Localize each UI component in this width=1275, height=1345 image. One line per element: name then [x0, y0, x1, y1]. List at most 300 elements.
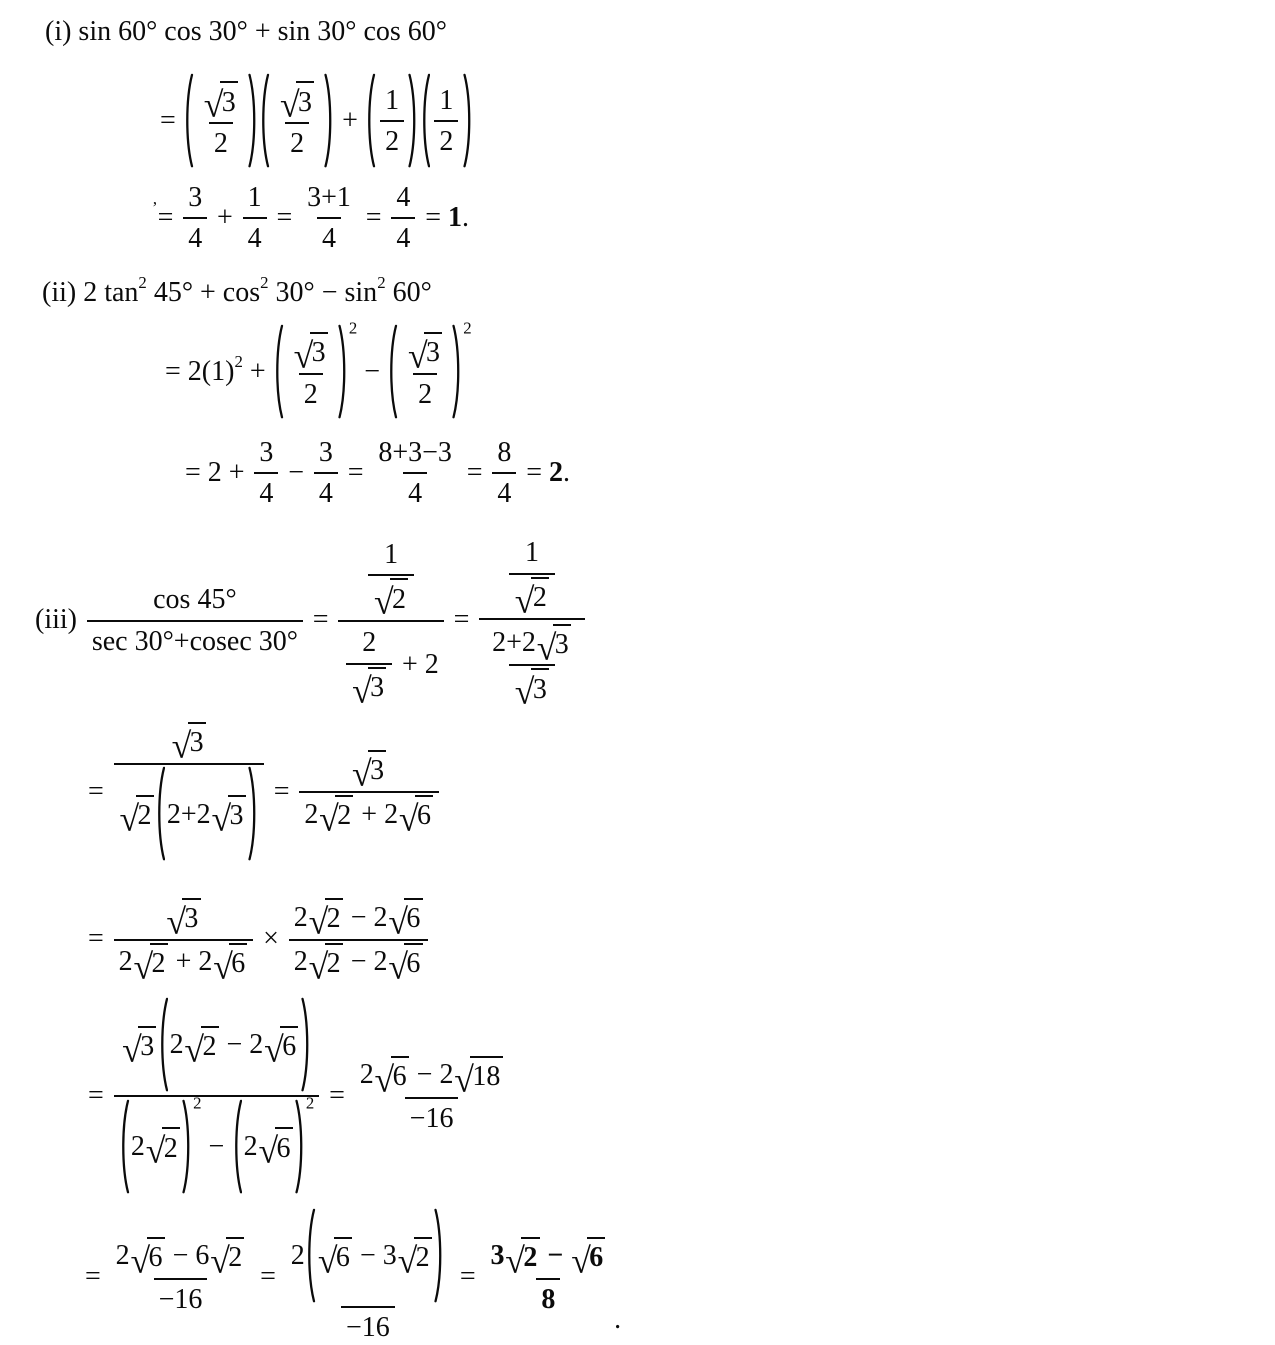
- fraction: [299, 748, 439, 839]
- square-root: [166, 898, 200, 942]
- superscript: [260, 273, 268, 294]
- math-text: =: [157, 202, 181, 233]
- math-text: 2: [348, 318, 358, 338]
- denominator: [183, 217, 207, 257]
- right-paren-glyph: [463, 73, 473, 168]
- math-text: 3: [532, 673, 547, 705]
- fraction: [254, 433, 278, 512]
- fraction: [346, 624, 392, 711]
- fraction: [368, 535, 414, 622]
- superscript: [234, 352, 242, 373]
- fraction: [198, 80, 244, 162]
- math-text: +: [210, 202, 240, 233]
- paren-content: [168, 1026, 300, 1070]
- math-text: 3: [426, 337, 441, 369]
- numerator: [346, 748, 392, 794]
- math-text: .: [563, 456, 570, 488]
- parenthesized-group: [120, 1099, 192, 1194]
- numerator: [243, 178, 267, 217]
- radical-sign-icon: √: [145, 1131, 166, 1172]
- denominator: [289, 939, 429, 987]
- denominator: [492, 472, 516, 512]
- math-text: (iii): [35, 604, 84, 636]
- denominator: [154, 1278, 208, 1318]
- fraction: [114, 996, 320, 1195]
- square-root: [407, 332, 442, 376]
- right-paren-glyph: [295, 1099, 305, 1194]
- fraction: [288, 330, 334, 412]
- radical-sign-icon: √: [213, 946, 233, 987]
- math-text: 2: [293, 946, 308, 978]
- numerator: [380, 81, 404, 120]
- math-text: 2: [290, 128, 305, 160]
- parenthesized-group: [159, 997, 310, 1092]
- fraction: [314, 433, 338, 512]
- denominator: [243, 217, 267, 257]
- math-text: −: [540, 1240, 571, 1272]
- right-paren-glyph: [301, 997, 311, 1092]
- square-root: [145, 1127, 180, 1172]
- denominator: [403, 472, 427, 512]
- square-root: [184, 1026, 218, 1070]
- math-text: 3: [311, 337, 326, 369]
- math-text: .: [614, 1304, 622, 1336]
- math-text: 6: [231, 948, 246, 980]
- square-root: [122, 1026, 156, 1070]
- square-root: [352, 750, 386, 794]
- square-root: [317, 1237, 352, 1281]
- paren-content: [376, 81, 408, 160]
- radical-sign-icon: √: [514, 580, 535, 621]
- square-root: [308, 943, 343, 987]
- square-root: [398, 795, 433, 839]
- radical-sign-icon: √: [505, 1240, 525, 1281]
- square-root: [388, 898, 422, 942]
- square-root: [514, 577, 549, 621]
- denominator: [405, 1097, 459, 1137]
- radical-sign-icon: √: [571, 1240, 591, 1281]
- numerator: [198, 80, 244, 123]
- right-paren-glyph: [434, 1208, 444, 1303]
- denominator: [285, 122, 309, 162]
- math-text: =: [418, 202, 448, 233]
- paren-content: [284, 330, 338, 412]
- math-text: 2: [293, 901, 308, 933]
- math-text: 6: [406, 903, 421, 935]
- numerator: [379, 535, 403, 574]
- math-text: +: [242, 355, 273, 387]
- paren-content: [270, 80, 324, 162]
- right-paren-glyph: [248, 73, 258, 168]
- denominator: [368, 574, 414, 622]
- bold-result: [483, 1235, 615, 1317]
- math-text: − 2: [219, 1029, 264, 1061]
- left-paren-glyph: [159, 997, 169, 1092]
- denominator: [346, 663, 392, 711]
- math-text: 6: [392, 1061, 407, 1093]
- denominator: [341, 1306, 395, 1345]
- math-text: 2: [362, 627, 377, 659]
- square-root: [308, 898, 343, 942]
- right-paren-glyph: [324, 73, 334, 168]
- math-text: −: [201, 1131, 232, 1162]
- radical-sign-icon: √: [352, 753, 372, 794]
- math-text: 4: [396, 181, 411, 213]
- numerator: [501, 532, 563, 621]
- left-paren-glyph: [366, 73, 376, 168]
- math-text: 2: [303, 378, 318, 410]
- math-text: 2: [337, 800, 352, 832]
- radical-sign-icon: √: [184, 1029, 205, 1070]
- parenthesized-group: [306, 1208, 443, 1303]
- fraction: [485, 1235, 611, 1317]
- math-text: = 2(1): [165, 355, 235, 387]
- math-text: 6: [148, 1242, 163, 1274]
- math-text: 2: [463, 318, 472, 338]
- right-paren-glyph: [408, 73, 418, 168]
- math-text: 2: [260, 272, 269, 292]
- paren-content: [130, 1127, 183, 1172]
- math-text: 3: [221, 86, 236, 118]
- numerator: [111, 1235, 251, 1281]
- math-text: 4: [322, 223, 337, 255]
- math-text: =: [266, 775, 297, 807]
- numerator: [485, 1235, 611, 1281]
- numerator: [314, 433, 338, 472]
- math-text: 2: [415, 1242, 430, 1274]
- math-text: 4: [259, 478, 274, 510]
- superscript: [193, 1094, 201, 1115]
- parenthesized-group: [260, 73, 333, 168]
- superscript: [138, 273, 146, 294]
- math-text: 2: [138, 272, 147, 292]
- radical-sign-icon: √: [388, 946, 408, 987]
- math-text: 2: [115, 1240, 130, 1272]
- math-text: 3: [490, 1240, 505, 1272]
- math-text: 2: [523, 1242, 538, 1274]
- math-text: 8: [541, 1283, 556, 1315]
- numerator: [357, 624, 381, 663]
- math-text: 2: [202, 1031, 217, 1063]
- math-text: =: [85, 1260, 108, 1292]
- equation-line-10: [88, 996, 1275, 1195]
- fraction: [355, 1054, 509, 1136]
- math-text: 2: [151, 948, 166, 980]
- radical-sign-icon: √: [454, 1059, 474, 1100]
- math-text: 45° + cos: [146, 276, 261, 308]
- math-text: 2: [234, 351, 243, 371]
- radical-sign-icon: √: [130, 1240, 151, 1281]
- equation-line-7: [35, 532, 1275, 713]
- fraction: [274, 80, 320, 162]
- math-text: 1: [524, 537, 539, 569]
- denominator: [114, 1095, 320, 1195]
- math-text: 1: [247, 181, 262, 213]
- equation-line-4: [42, 272, 1275, 310]
- fraction: [402, 330, 448, 412]
- paren-content: [430, 81, 462, 160]
- math-text: =: [88, 923, 111, 955]
- low-text: [614, 1303, 621, 1338]
- math-text: − 2: [343, 946, 388, 978]
- superscript: [377, 273, 385, 294]
- math-text: 2: [392, 583, 406, 615]
- numerator: [288, 330, 334, 376]
- math-text: 60°: [385, 276, 432, 308]
- math-text: 2: [304, 798, 319, 830]
- math-text: 2: [326, 903, 341, 935]
- math-text: 3: [184, 903, 199, 935]
- square-root: [119, 795, 153, 839]
- denominator: [87, 620, 303, 660]
- math-text: 2: [532, 581, 547, 613]
- left-paren-glyph: [274, 324, 284, 419]
- math-text: 3+1: [307, 181, 351, 213]
- math-text: 2: [163, 1132, 178, 1164]
- square-root: [293, 332, 328, 376]
- math-text: 3: [259, 436, 274, 468]
- math-text: 3: [189, 726, 204, 758]
- math-text: 4: [318, 478, 333, 510]
- math-text: =: [340, 456, 371, 488]
- math-text: 2+2: [166, 798, 211, 830]
- math-text: 1: [439, 84, 454, 116]
- radical-sign-icon: √: [119, 798, 140, 839]
- math-text: 3: [140, 1031, 155, 1063]
- radical-sign-icon: √: [171, 725, 192, 766]
- radical-sign-icon: √: [133, 946, 154, 987]
- square-root: [213, 943, 247, 987]
- numerator: [274, 80, 320, 123]
- math-text: + 2: [354, 798, 399, 830]
- math-text: − 6: [165, 1240, 210, 1272]
- radical-sign-icon: √: [211, 798, 232, 839]
- left-paren-glyph: [388, 324, 398, 419]
- radical-sign-icon: √: [397, 1240, 418, 1281]
- left-paren-glyph: [421, 73, 431, 168]
- math-text: 2: [326, 948, 341, 980]
- fraction: [183, 178, 207, 257]
- math-text: =: [519, 456, 549, 488]
- denominator: [380, 120, 404, 160]
- numerator: [492, 433, 516, 472]
- equation-line-1: [45, 14, 1275, 49]
- math-text: 3: [554, 628, 569, 660]
- numerator: [520, 533, 544, 572]
- math-text: 2: [228, 1242, 243, 1274]
- math-text: = 2 +: [185, 456, 252, 488]
- denominator: [114, 763, 264, 863]
- square-root: [397, 1237, 432, 1281]
- fraction: [111, 1235, 251, 1317]
- parenthesized-group: [184, 73, 257, 168]
- radical-sign-icon: √: [308, 946, 329, 987]
- math-text: − 3: [352, 1240, 397, 1272]
- numerator: [402, 330, 448, 376]
- numerator: [148, 580, 242, 619]
- paren-content: [165, 795, 248, 839]
- math-text: 2+2: [492, 627, 536, 659]
- math-text: 2: [193, 1093, 202, 1113]
- square-root: [171, 722, 206, 766]
- parenthesized-group: [366, 73, 417, 168]
- left-paren-glyph: [233, 1099, 243, 1194]
- math-text: (i) sin 60° cos 30° + sin 30° cos 60°: [45, 16, 448, 47]
- radical-sign-icon: √: [258, 1131, 279, 1172]
- right-paren-glyph: [182, 1099, 192, 1194]
- equation-line-8: [88, 720, 1275, 862]
- numerator: [254, 433, 278, 472]
- math-text: =: [88, 775, 111, 807]
- math-text: =: [88, 1079, 111, 1111]
- right-paren-glyph: [338, 324, 348, 419]
- left-paren-glyph: [260, 73, 270, 168]
- right-paren-glyph: [248, 766, 258, 861]
- math-text: −16: [409, 1102, 454, 1134]
- math-text: 4: [497, 478, 512, 510]
- equation-line-6: [185, 433, 1275, 512]
- square-root: [130, 1237, 164, 1281]
- fraction: [114, 720, 264, 862]
- math-text: =: [459, 456, 490, 488]
- numerator: [373, 433, 457, 472]
- square-root: [454, 1056, 502, 1100]
- math-text: + 2: [395, 649, 439, 681]
- numerator: [183, 178, 207, 217]
- math-text: + 2: [168, 946, 213, 978]
- radical-sign-icon: √: [293, 335, 314, 376]
- math-text: 2: [243, 1130, 258, 1162]
- equation-line-11: [85, 1207, 1275, 1345]
- paren-content: [242, 1127, 295, 1172]
- square-root: [210, 1237, 244, 1281]
- left-paren-glyph: [120, 1099, 130, 1194]
- numerator: [360, 533, 422, 622]
- fraction: [289, 896, 429, 987]
- parenthesized-group: [421, 73, 472, 168]
- math-text: cos 45°: [153, 584, 237, 616]
- math-text: 4: [188, 223, 203, 255]
- square-root: [258, 1127, 292, 1172]
- superscript: [306, 1094, 314, 1115]
- radical-sign-icon: √: [388, 901, 408, 942]
- denominator: [209, 122, 233, 162]
- fraction: [380, 81, 404, 160]
- math-text: 4: [396, 223, 411, 255]
- radical-sign-icon: √: [514, 672, 535, 713]
- bold-result: [448, 200, 462, 235]
- math-text: 2: [130, 1130, 145, 1162]
- paren-content: [316, 1237, 434, 1281]
- left-paren-glyph: [184, 73, 194, 168]
- denominator: [509, 573, 555, 621]
- square-root: [536, 624, 571, 668]
- math-text: 6: [276, 1132, 291, 1164]
- math-text: 3: [188, 181, 203, 213]
- radical-sign-icon: √: [122, 1029, 142, 1070]
- math-text: =: [358, 202, 389, 233]
- fraction: [487, 622, 577, 713]
- square-root: [319, 795, 353, 839]
- math-text: ×: [256, 923, 286, 955]
- square-root: [505, 1237, 539, 1281]
- denominator: [317, 217, 341, 257]
- square-root: [203, 81, 238, 125]
- radical-sign-icon: √: [407, 335, 428, 376]
- math-text: sec 30°+cosec 30°: [91, 625, 298, 657]
- math-text: 2: [118, 946, 133, 978]
- denominator: [434, 120, 458, 160]
- square-root: [514, 668, 549, 713]
- radical-sign-icon: √: [210, 1240, 230, 1281]
- math-text: (ii) 2 tan: [42, 276, 139, 308]
- left-paren-glyph: [156, 766, 166, 861]
- fraction: [509, 533, 555, 621]
- bold-result: [549, 455, 563, 490]
- left-paren-glyph: [306, 1208, 316, 1303]
- math-text: −16: [345, 1311, 390, 1343]
- radical-sign-icon: √: [203, 84, 224, 125]
- math-text: 6: [416, 800, 431, 832]
- fraction: [373, 433, 457, 512]
- math-text: 1: [384, 538, 399, 570]
- equation-line-3: [152, 178, 1275, 257]
- paren-content: [194, 80, 248, 162]
- math-text: 6: [589, 1242, 604, 1274]
- math-text: −: [281, 456, 312, 488]
- math-text: 2: [169, 1029, 184, 1061]
- math-text: 6: [335, 1242, 350, 1274]
- math-text: 2: [549, 456, 563, 488]
- math-text: 8+3−3: [378, 436, 452, 468]
- math-text: 1: [385, 84, 400, 116]
- numerator: [434, 81, 458, 120]
- numerator: [289, 896, 429, 942]
- math-text: − 2: [409, 1059, 454, 1091]
- equation-line-2: [160, 73, 1275, 168]
- denominator: [479, 618, 584, 713]
- parenthesized-group: [156, 766, 258, 861]
- denominator: [391, 217, 415, 257]
- math-text: 3: [370, 755, 385, 787]
- radicand: [470, 1056, 502, 1094]
- math-text: 3: [318, 436, 333, 468]
- radical-sign-icon: √: [308, 901, 329, 942]
- math-text: 2: [290, 1240, 305, 1272]
- parenthesized-group: [233, 1099, 305, 1194]
- math-text: =: [269, 202, 300, 233]
- radical-sign-icon: √: [374, 1059, 395, 1100]
- radical-sign-icon: √: [352, 670, 372, 711]
- math-text: 1: [448, 202, 462, 233]
- denominator: [314, 472, 338, 512]
- square-root: [388, 943, 422, 987]
- radical-sign-icon: √: [398, 798, 419, 839]
- denominator: [509, 664, 555, 713]
- denominator: [299, 373, 323, 413]
- right-paren-glyph: [452, 324, 462, 419]
- denominator: [254, 472, 278, 512]
- fraction: [391, 178, 415, 257]
- numerator: [487, 622, 577, 668]
- math-text: 6: [406, 948, 421, 980]
- numerator: [391, 178, 415, 217]
- numerator: [286, 1207, 450, 1306]
- radical-sign-icon: √: [373, 581, 394, 622]
- math-text: 4: [247, 223, 262, 255]
- denominator: [413, 373, 437, 413]
- square-root: [571, 1237, 605, 1281]
